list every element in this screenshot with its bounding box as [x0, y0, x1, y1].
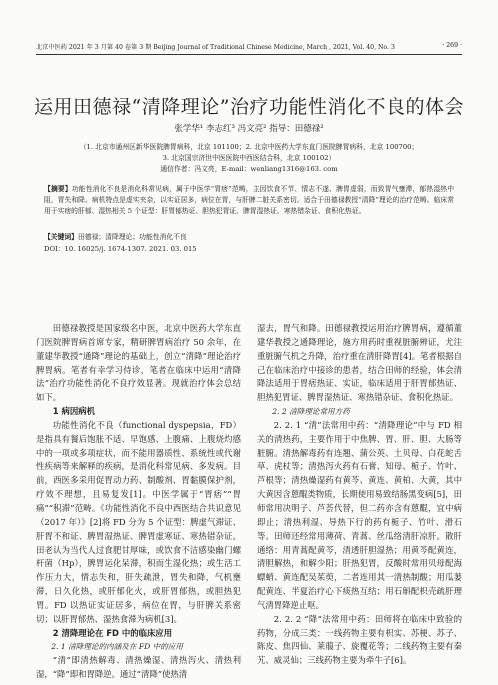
paragraph: 田德禄教授是国家级名中医，北京中医药大学东直门医院脾胃病首席专家，精研脾胃病治疗 50 余年，在董建华教授“通降”理论的基础上，创立“清降”理论治疗脾胃病。笔者有幸学习侍诊，笔者在临床中运用“清降法”治疗功能性消化不良疗效显著。现就治疗体会总结如下。 — [36, 323, 241, 403]
keywords-label: 【关键词】 — [44, 233, 78, 241]
affiliation-line: （1. 北京市通州区新华医院脾胃病科，北京 101100；2. 北京中医药大学东直门医院脾胃病科，北京 100700； — [79, 143, 419, 151]
subsection-heading: 2. 2 清降理论常用方药 — [272, 407, 350, 417]
abstract-text: 功能性消化不良是消化科常见病，属于中医学“胃痞”范畴，主因饮食不节、情志不遂、脾胃虚弱，而致胃气壅滞，郁热湿热中阻，胃失和降。病机特点是虚实夹杂，以实证居多，病位在胃，与肝脾二脏关系密切。适合于田德禄教授“清降”理论的治疗范畴。临床常用于实痞的肝郁、湿热相关 5 个证型：肝胃郁热证、胆热犯胃证、脾胃湿热证、寒热错杂证、食积化热证。 — [44, 185, 455, 216]
keywords-text: 田德禄；清降理论；功能性消化不良 — [77, 233, 187, 241]
abstract — [44, 184, 454, 218]
article-title: 运用田德禄“清降理论”治疗功能性消化不良的体会 — [34, 96, 464, 118]
journal-info: 北京中医药 2021 年 3 月第 40 卷第 3 期 Beijing Journal of Traditional Chinese Medicine, March , 2021, Vol. 40, No. 3 — [36, 44, 395, 51]
abstract-label: 【摘要】 — [44, 185, 72, 193]
paragraph: 2. 2. 1 “清”法常用中药：“清降理论”中与 FD 相关的清热药，主要作用于中焦脾、胃、肝、胆、大肠等脏腑。清热解毒药有连翘、蒲公英、土贝母、白花蛇舌草、虎杖等；清热泻火药有石膏、知母、栀子、竹叶、芦根等；清热燥湿药有黄芩、黄连、黄柏、大黄，其中大黄因含蒽醌类物质，长期使用易致结肠黑变病[5]，田师常用决明子、芦荟代替，但二药亦含有蒽醌，宜中病即止；清热利湿、导热下行的药有栀子、竹叶、滑石等。田师还经常用薄荷、青蒿、丝瓜络清肝凉肝。散肝通络：用青蒿配黄芩，清透肝胆湿热；用黄芩配黄连，清胆解热，和解少阳；肝热犯胃，反酸时常用贝母配海螵蛸、黄连配吴茱萸，二者连用其一清热制酸；用瓜蒌配黄连、半夏治疗心下痰热互结；用石斛配枳壳疏肝理气清胃降逆止呕。 — [257, 419, 462, 610]
author-list: 张学华¹ 李志红³ 冯文亮² 指导：田德禄² — [174, 124, 324, 134]
section-heading: 1 病因病机 — [52, 406, 96, 417]
running-header — [36, 42, 462, 55]
affiliation-line: 3. 北京国宗济世中医医院中西医结合科，北京 100102） — [162, 154, 336, 162]
paragraph: 湿去，胃气和降。田德禄教授运用治疗脾胃病，遵循董建华教授之通降理论，施方用药时重视脏腑辨证，尤注重脏腑气机之升降，治疗重在清肝降胃[4]。笔者根据自己在临床治疗中接诊的患者，结合田师的经验，体会清降法适用于胃痞热证、实证，临床适用于肝胃郁热证、胆热犯胃证、脾胃湿热证、寒热错杂证、食积化热证。 — [257, 323, 462, 403]
section-heading: 2 清降理论在 FD 中的临床应用 — [52, 627, 173, 638]
subsection-heading: 2. 1 清降理论的内涵及在 FD 中的应用 — [51, 642, 183, 652]
keywords — [44, 232, 454, 243]
doi: DOI：10. 16025/j. 1674-1307. 2021. 03. 015 — [44, 245, 197, 253]
corresponding-author: 通信作者：冯文亮，E-mail：wenliang1316@163. com — [160, 165, 338, 173]
page-number: · 269 · — [442, 42, 462, 49]
right-column — [257, 322, 462, 668]
left-column — [36, 322, 241, 682]
paragraph: 2. 2. 2 “降”法常用中药：田师将在临床中致验的药物，分成三类：一线药物主要有枳实、苏梗、苏子、陈皮、焦四仙、莱菔子、旋覆花等；二线药物主要有秦艽、威灵仙；三线药物主要为牵牛子[6]。 — [257, 613, 462, 666]
paragraph: “清”即清热解毒、清热燥湿、清热泻火、清热利湿，“降”即和胃降逆。通过“清降”使热清 — [36, 655, 241, 680]
paragraph: 功能性消化不良（functional dyspepsia，FD）是指具有餐后饱胀不适、早饱感、上腹痛、上腹烧灼感中的一项或多项症状，而不能用器质性、系统性或代谢性疾病等来解释的疾病，是消化科常见病、多发病。目前，西医多采用促胃动力药、制酸剂、胃黏膜保护剂，疗效不理想，且易复发[1]。中医学属于“胃痞”“胃痛”“积滞”范畴。《功能性消化不良中西医结合共识意见（2017 年）》[2]将 FD 分为 5 个证型：脾虚气滞证、肝胃不和证、脾胃湿热证、脾胃虚寒证、寒热错杂证。田老认为当代人过食肥甘厚味，或饮食不洁感染幽门螺杆菌（Hp），脾胃运化呆滞，积而生湿化热；或生活工作压力大，情志失和，肝失疏泄，胃失和降，气机壅滞，日久化热，或肝郁化火，或肝胃郁热，或胆热犯胃。FD 以热证实证居多，病位在胃，与肝脾关系密切；以肝胃郁热、湿热食滞为病机[3]。 — [36, 419, 241, 624]
